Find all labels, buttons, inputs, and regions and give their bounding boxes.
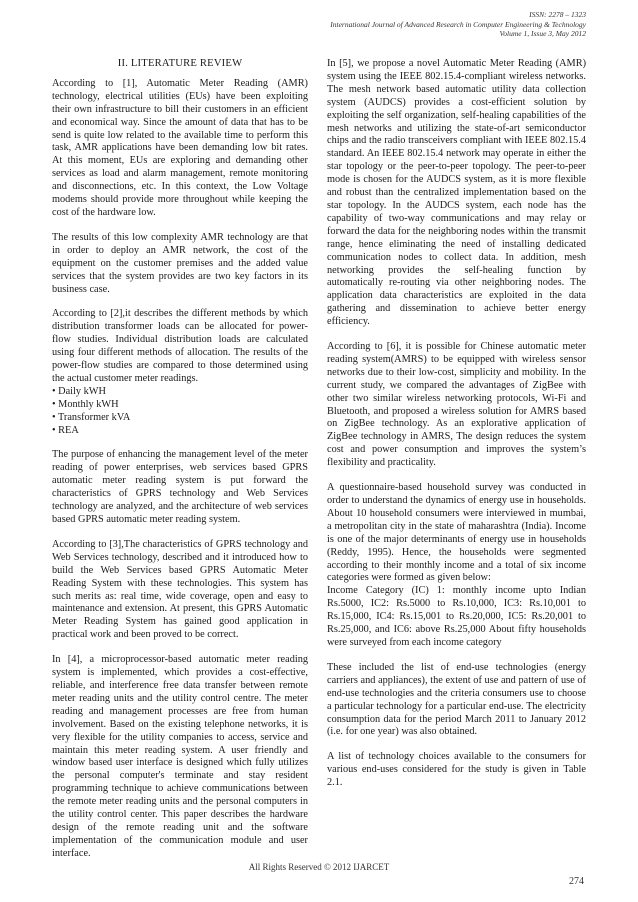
paragraph: A questionnaire-based household survey was conducted in order to understand the dynamics of energy use in households. About 10 household consumers were interviewed in mumbai, a metropolitan city in the state of maharashtra (India). Income is one of the major determinants of energy use in households (Reddy, 1995). Hence, the households were segmented according to their monthly income and a total of six income categories were formed as given below: [327, 482, 586, 584]
paragraph: The purpose of enhancing the management level of the meter reading of power enterprises, web services based GPRS automatic meter reading system is put forward the characteristics of GPRS technology and Web Services technology are analyzed, and the architecture of web services based GPRS automatic meter reading system. [52, 449, 308, 525]
list-item: • Transformer kVA [52, 411, 131, 423]
paragraph: The results of this low complexity AMR technology are that in order to deploy an AMR network, the cost of the equipment on the customer premises and the added value services that the system provides are two key factors in its business case. [52, 231, 308, 295]
paragraph: According to [1], Automatic Meter Reading (AMR) technology, electrical utilities (EUs) have been exploiting their own infrastructure to bill their customers in an efficient and economical way. Since the amount of data that has to be send is quite low related to the available time to perform this task, AMR applications have been demanding low bit rates. At this moment, EUs are exploring and demanding other services as load and alarm management, remote monitoring and disconnections, etc. In this context, the Low Voltage modems should provide more throughout while keeping the cost of the hardware low. [52, 77, 308, 218]
list-item: • Daily kWH [52, 385, 106, 397]
copyright-footer: All Rights Reserved © 2012 IJARCET [248, 862, 390, 872]
right-column [327, 58, 586, 802]
paragraph: In [4], a microprocessor-based automatic meter reading system is implemented, which provides a cost-effective, reliable, and interference free data transfer between remote meter reading units and the utility control centre. The meter reading and management processes are free from human involvement. Based on the existing telephone networks, it is very flexible for the utility companies to access, service and maintain this meter reading system. A user friendly and window based user interface is designed which fully utilizes the personal computer's terminate and stay resident programming technique to achieve communications between the remote meter reading units and the personal computers in the utility control center. This paper describes the hardware design of the remote reading unit and the software implementation of the communication module and user interface. [52, 654, 308, 859]
paragraph: According to [6], it is possible for Chinese automatic meter reading system(AMRS) to be equipped with wireless sensor networks due to their low-cost, simplicity and mobility. In the current study, we compared the advantages of ZigBee with other two similar wireless networking protocols, Wi-Fi and Bluetooth, and proposed a wireless solution for AMRS based on ZigBee technology. As an explorative application of ZigBee technology in AMRS, The design reduces the system cost and power consumption and improves the system’s flexibility and practicality. [327, 341, 586, 469]
paragraph: According to [2],it describes the different methods by which distribution transformer loads can be allocated for power-flow studies. Individual distribution loads are calculated using four different methods of allocation. The results of the power-flow studies are compared to those determined using the actual customer meter readings. [52, 308, 308, 384]
left-column [52, 58, 308, 873]
paragraph: According to [3],The characteristics of GPRS technology and Web Services technology, described and it introduced how to build the Web Services based GPRS Automatic Meter Reading System with these technologies. This system has such merits as: real time, wide coverage, open and easy to maintenance and extension. At present, this GPRS Automatic Meter Reading System has gained good application in practical work and been proved to be correct. [52, 538, 308, 641]
list-item: • Monthly kWH [52, 398, 119, 410]
list-item: • REA [52, 424, 79, 436]
volume-line: Volume 1, Issue 3, May 2012 [499, 29, 586, 39]
section-heading: II. LITERATURE REVIEW [117, 58, 243, 69]
issn-line: ISSN: 2278 – 1323 [529, 10, 586, 19]
running-header [166, 10, 586, 39]
paragraph: In [5], we propose a novel Automatic Meter Reading (AMR) system using the IEEE 802.15.4-compliant wireless networks. The mesh network based automatic utility data collection system (AUDCS) provides a cost-efficient solution by exploiting the self organization, self-healing capabilities of the mesh networks and utilizing the state-of-art semiconductor chips and the radio transceivers compliant with IEEE 802.15.4 standard. An IEEE 802.15.4 network may operate in either the star topology or the peer-to-peer topology. The peer-to-peer mode is chosen for the AUDCS system, as it is more flexible and robust than the centralized implementation based on the star topology. In the AUDCS system, each node has the capability of two-way communications and may relay or forward the data for the neighboring nodes within the transmit range, hence eliminating the need of installing dedicated communication nodes to collect data. In addition, mesh networking provides the self-healing function by automatically re-routing via other neighboring nodes. The application data characteristics are exploited in the data gathering and dissemination to achieve better energy efficiency. [327, 58, 586, 328]
journal-title: International Journal of Advanced Research in Computer Engineering & Technology [330, 19, 586, 29]
paragraph: A list of technology choices available to the consumers for various end-uses considered for the study is given in Table 2.1. [327, 751, 586, 789]
paragraph: These included the list of end-use technologies (energy carriers and appliances), the extent of use and pattern of use of end-use technologies and the criteria consumers use to choose a particular technology for a particular end-use. The electricity consumption data for the period March 2011 to January 2012 (i.e. for one year) was also obtained. [327, 661, 586, 738]
allocation-methods-list [52, 386, 308, 438]
page-number: 274 [569, 876, 584, 887]
income-categories-paragraph: Income Category (IC) 1: monthly income upto Indian Rs.5000, IC2: Rs.5000 to Rs.10,000, IC3: Rs.10,001 to Rs.15,000, IC4: Rs.15,001 to Rs.20,000, IC5: Rs.20,001 to Rs.25,000, and IC6: above Rs.25,000 About fifty households were surveyed from each income category [327, 585, 586, 648]
